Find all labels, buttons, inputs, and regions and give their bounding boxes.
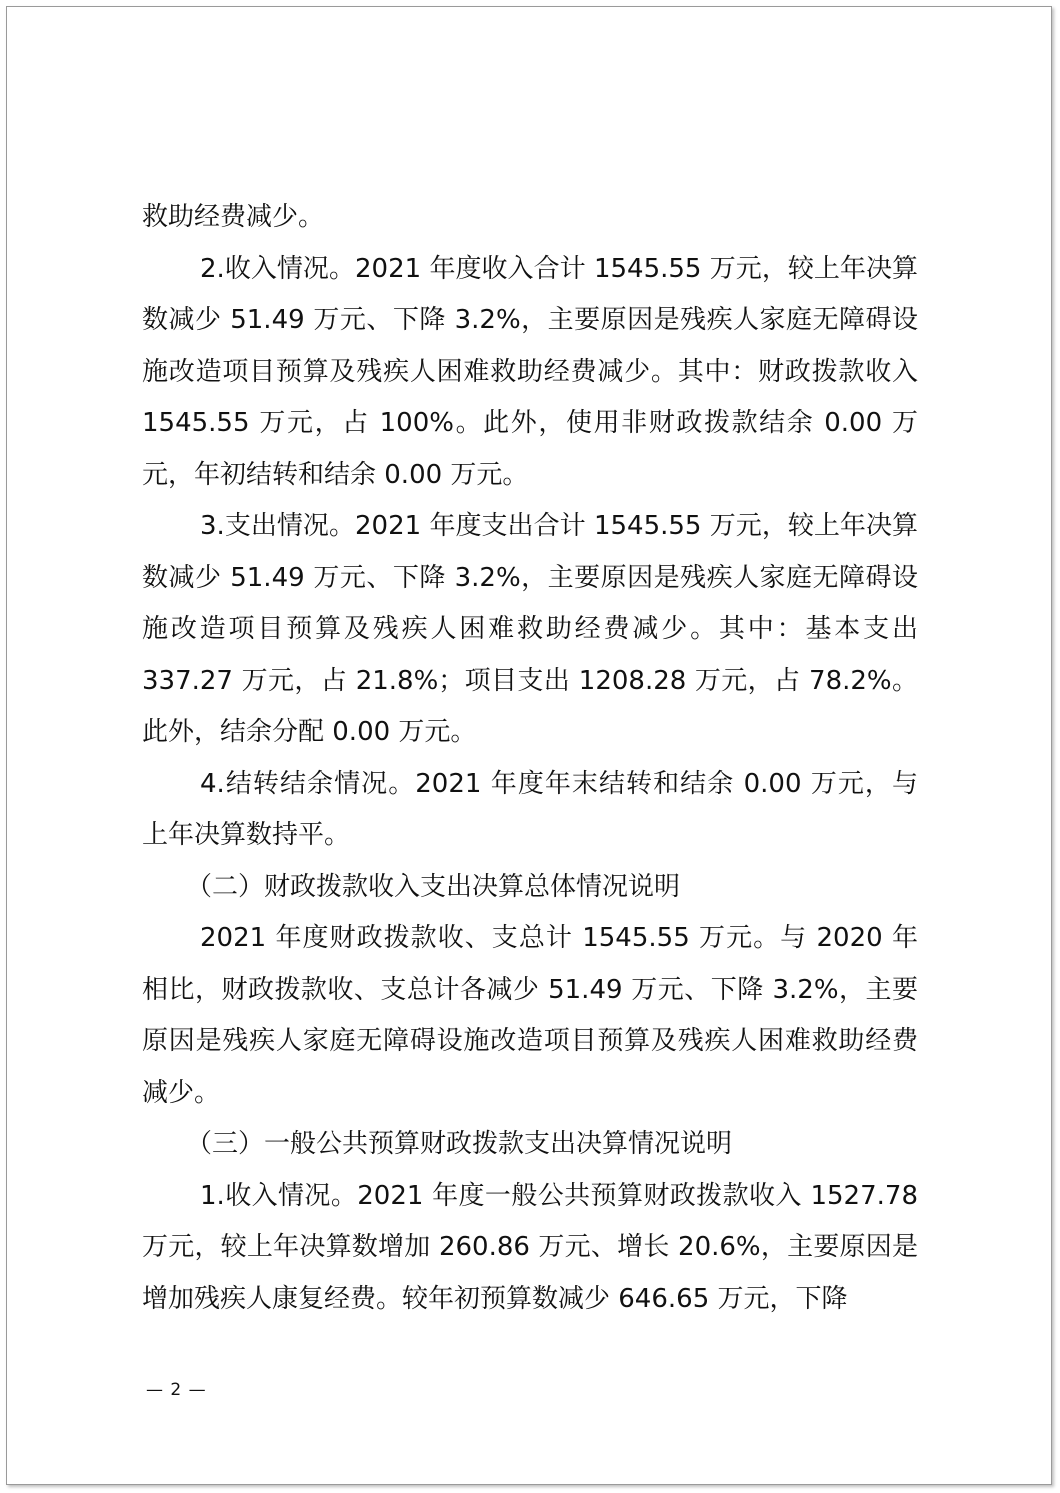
paragraph-carryover: 4.结转结余情况。2021 年度年末结转和结余 0.00 万元，与上年决算数持平。 bbox=[142, 768, 918, 850]
paragraph-expenditure: 3.支出情况。2021 年度支出合计 1545.55 万元，较上年决算数减少 51.49 万元、下降 3.2%，主要原因是残疾人家庭无障碍设施改造项目预算及残疾人困难救助经费减少。其中：基本支出 337.27 万元，占 21.8%；项目支出 1208.28 万元，占 78.2%。此外，结余分配 0.00 万元。 bbox=[142, 511, 918, 747]
document-body bbox=[142, 192, 918, 1325]
paragraph-income: 2.收入情况。2021 年度收入合计 1545.55 万元，较上年决算数减少 51.49 万元、下降 3.2%，主要原因是残疾人家庭无障碍设施改造项目预算及残疾人困难救助经费减少。其中：财政拨款收入 1545.55 万元，占 100%。此外，使用非财政拨款结余 0.00 万元，年初结转和结余 0.00 万元。 bbox=[142, 253, 918, 490]
section-heading-2: （二）财政拨款收入支出决算总体情况说明 bbox=[186, 871, 681, 902]
paragraph-fiscal-total: 2021 年度财政拨款收、支总计 1545.55 万元。与 2020 年相比，财政拨款收、支总计各减少 51.49 万元、下降 3.2%，主要原因是残疾人家庭无障碍设施改造项目预算及残疾人困难救助经费减少。 bbox=[142, 923, 918, 1108]
section-heading-3: （三）一般公共预算财政拨款支出决算情况说明 bbox=[186, 1129, 733, 1159]
page-number: — 2 — bbox=[146, 1380, 207, 1400]
paragraph-general-budget-income: 1.收入情况。2021 年度一般公共预算财政拨款收入 1527.78 万元，较上年决算数增加 260.86 万元、增长 20.6%，主要原因是增加残疾人康复经费。较年初预算数减少 646.65 万元，下降 bbox=[142, 1180, 918, 1314]
paragraph-continuation: 救助经费减少。 bbox=[142, 202, 325, 232]
